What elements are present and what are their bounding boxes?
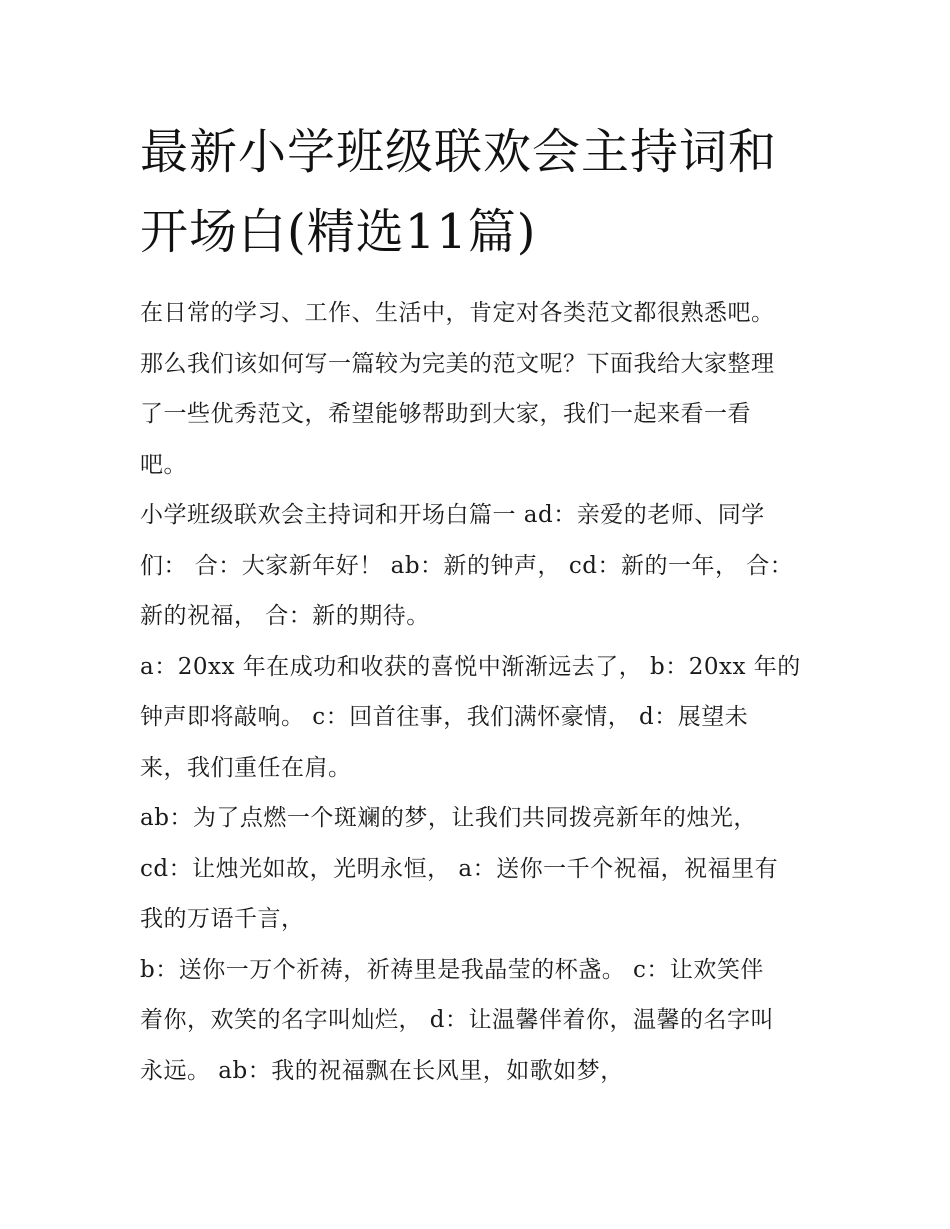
text-line: 那么我们该如何写一篇较为完美的范文呢？下面我给大家整理 xyxy=(140,350,775,377)
document-body xyxy=(140,288,820,1096)
text-line: a：20xx 年在成功和收获的喜悦中渐渐远去了， b：20xx 年的 xyxy=(140,653,801,680)
text-line: 了一些优秀范文，希望能够帮助到大家，我们一起来看一看 xyxy=(140,401,751,427)
text-line: 我的万语千言， xyxy=(140,906,305,932)
paragraph-new-year xyxy=(140,642,820,794)
text-line: ab：为了点燃一个斑斓的梦，让我们共同拨亮新年的烛光， xyxy=(140,805,757,831)
title-line: 最新小学班级联欢会主持词和 xyxy=(140,124,778,180)
text-line: 吧。 xyxy=(140,451,187,478)
text-line: 在日常的学习、工作、生活中，肯定对各类范文都很熟悉吧。 xyxy=(140,300,775,326)
text-line: 永远。 ab：我的祝福飘在长风里，如歌如梦， xyxy=(140,1057,624,1084)
paragraph-candlelight xyxy=(140,793,820,945)
text-line: 来，我们重任在肩。 xyxy=(140,754,352,781)
document-page xyxy=(140,112,820,1096)
text-line: 们： 合：大家新年好！ ab：新的钟声， cd：新的一年， 合： xyxy=(140,552,794,579)
title-line: 开场白(精选11篇) xyxy=(140,204,537,260)
document-title xyxy=(140,112,820,272)
paragraph-blessings xyxy=(140,945,820,1097)
text-line: 新的祝福， 合：新的期待。 xyxy=(140,603,430,629)
paragraph-intro xyxy=(140,288,820,490)
text-line: cd：让烛光如故，光明永恒， a：送你一千个祝福，祝福里有 xyxy=(140,855,779,882)
text-line: 钟声即将敲响。 c：回首往事，我们满怀豪情， d：展望未 xyxy=(140,704,749,730)
text-line: 着你，欢笑的名字叫灿烂， d：让温馨伴着你，温馨的名字叫 xyxy=(140,1007,775,1033)
text-line: 小学班级联欢会主持词和开场白篇一 ad：亲爱的老师、同学 xyxy=(140,502,765,528)
text-line: b：送你一万个祈祷，祈祷里是我晶莹的杯盏。 c：让欢笑伴 xyxy=(140,956,764,983)
paragraph-greeting xyxy=(140,490,820,642)
